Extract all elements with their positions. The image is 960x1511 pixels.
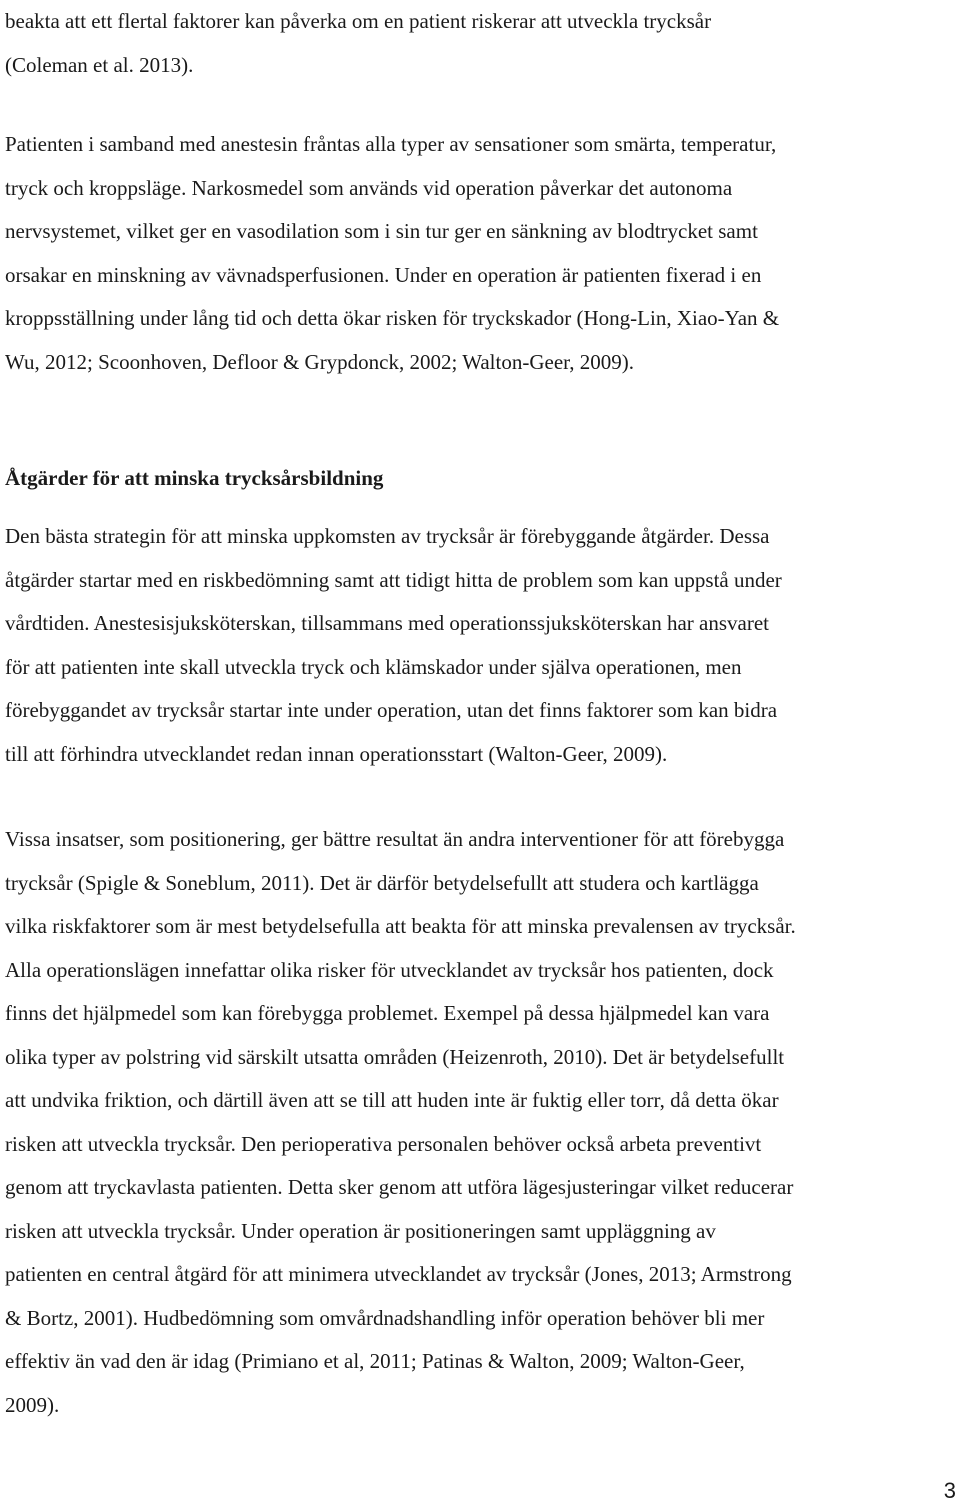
text-line: finns det hjälpmedel som kan förebygga problemet. Exempel på dessa hjälpmedel kan vara	[5, 1001, 770, 1025]
text-line: att undvika friktion, och därtill även att se till att huden inte är fuktig eller torr, då detta ökar	[5, 1088, 779, 1112]
text-line: vilka riskfaktorer som är mest betydelsefulla att beakta för att minska prevalensen av trycksår.	[5, 914, 796, 938]
text-line: nervsystemet, vilket ger en vasodilation som i sin tur ger en sänkning av blodtrycket samt	[5, 219, 758, 243]
text-line: vårdtiden. Anestesisjuksköterskan, tillsammans med operationssjuksköterskan har ansvaret	[5, 611, 770, 635]
text-line: Alla operationslägen innefattar olika risker för utvecklandet av trycksår hos patienten, dock	[5, 957, 774, 982]
section-heading: Åtgärder för att minska trycksårsbildning	[5, 466, 384, 490]
paragraph-2	[5, 123, 779, 384]
text-line: risken att utveckla trycksår. Den perioperativa personalen behöver också arbeta preventivt	[5, 1131, 762, 1156]
text-line: patienten en central åtgärd för att minimera utvecklandet av trycksår (Jones, 2013; Armstrong	[5, 1262, 792, 1286]
text-line: risken att utveckla trycksår. Under operation är positioneringen samt uppläggning av	[5, 1218, 716, 1243]
text-line: beakta att ett flertal faktorer kan påverka om en patient riskerar att utveckla trycksår	[5, 9, 712, 33]
text-line: Den bästa strategin för att minska uppkomsten av trycksår är förebyggande åtgärder. Dessa	[5, 524, 770, 548]
paragraph-1	[5, 0, 711, 87]
text-line: tryck och kroppsläge. Narkosmedel som används vid operation påverkar det autonoma	[5, 175, 733, 200]
text-line: genom att tryckavlasta patienten. Detta sker genom att utföra lägesjusteringar vilket reducerar	[5, 1175, 794, 1199]
text-line: effektiv än vad den är idag (Primiano et al, 2011; Patinas & Walton, 2009; Walton-Geer,	[5, 1349, 745, 1373]
text-line: åtgärder startar med en riskbedömning samt att tidigt hitta de problem som kan uppstå under	[5, 567, 782, 592]
paragraph-4	[5, 818, 796, 1427]
text-line: Patienten i samband med anestesin fråntas alla typer av sensationer som smärta, temperatur,	[5, 132, 777, 156]
text-line: orsakar en minskning av vävnadsperfusionen. Under en operation är patienten fixerad i en	[5, 262, 762, 287]
text-line: kroppsställning under lång tid och detta ökar risken för tryckskador (Hong-Lin, Xiao-Yan &	[5, 306, 780, 330]
paragraph-3	[5, 515, 782, 776]
text-line: 2009).	[5, 1392, 60, 1417]
page-number: 3	[943, 1478, 956, 1503]
text-line: förebyggandet av trycksår startar inte under operation, utan det finns faktorer som kan bidra	[5, 698, 778, 722]
text-line: trycksår (Spigle & Soneblum, 2011). Det är därför betydelsefullt att studera och kartlägga	[5, 870, 759, 895]
text-line: (Coleman et al. 2013).	[5, 52, 194, 77]
text-line: & Bortz, 2001). Hudbedömning som omvårdnadshandling inför operation behöver bli mer	[5, 1305, 765, 1330]
text-line: Wu, 2012; Scoonhoven, Defloor & Grypdonck, 2002; Walton-Geer, 2009).	[5, 349, 635, 374]
text-line: till att förhindra utvecklandet redan innan operationsstart (Walton-Geer, 2009).	[5, 741, 668, 766]
text-line: Vissa insatser, som positionering, ger bättre resultat än andra interventioner för att förebygga	[5, 827, 785, 851]
text-line: för att patienten inte skall utveckla tryck och klämskador under själva operationen, men	[5, 654, 742, 679]
text-line: olika typer av polstring vid särskilt utsatta områden (Heizenroth, 2010). Det är betydelsefullt	[5, 1044, 785, 1069]
